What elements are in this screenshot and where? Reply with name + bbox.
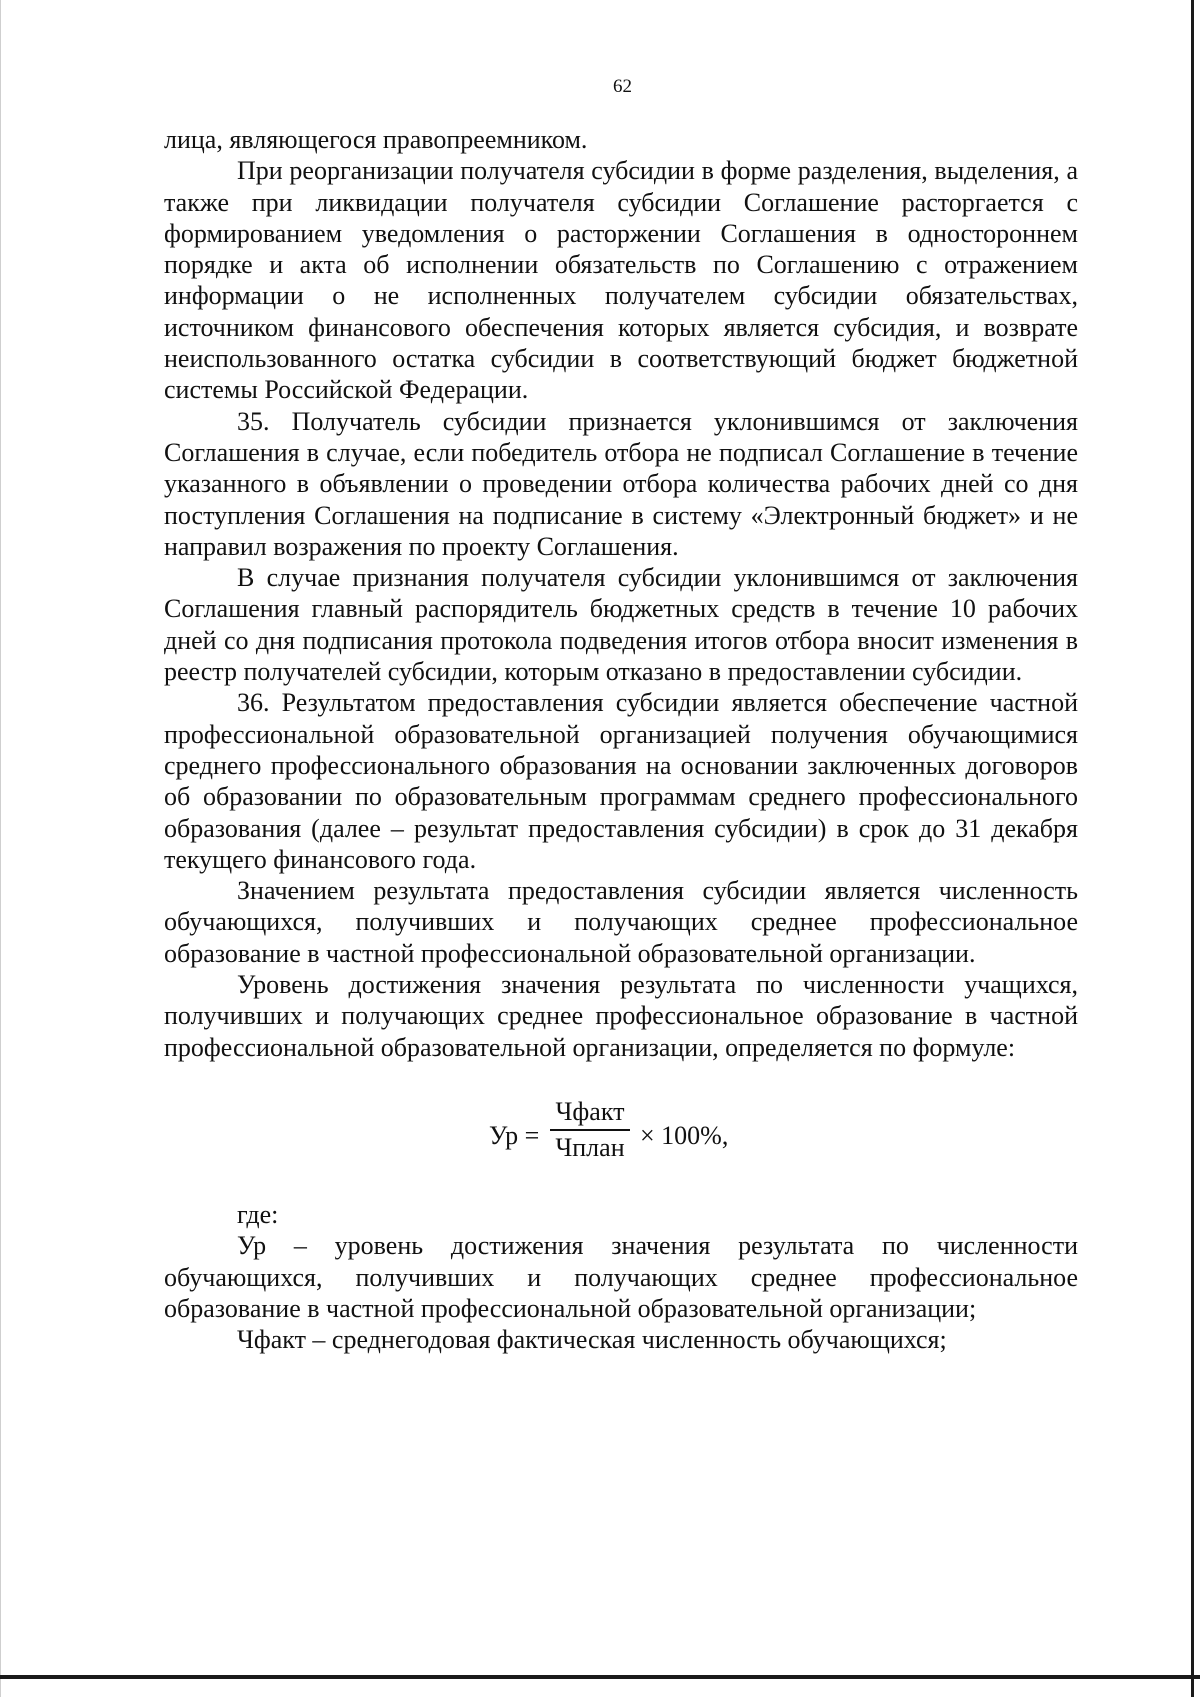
formula-rhs: × 100%,	[640, 1120, 729, 1150]
paragraph-achievement-level: Уровень достижения значения результата по численности учащихся, получивших и получающих среднее профессиональное образование в частной профессиональной образовательной организации, определяется по формуле:	[164, 970, 1078, 1062]
definition-level: Ур – уровень достижения значения результата по численности обучающихся, получивших и получающих среднее профессиональное образование в частной профессиональной образовательной организации;	[164, 1231, 1078, 1323]
formula-denominator: Чплан	[555, 1132, 625, 1162]
scan-edge-bottom	[0, 1675, 1200, 1679]
paragraph-reorganization: При реорганизации получателя субсидии в форме разделения, выделения, а также при ликвидации получателя субсидии Соглашение расторгается с формированием уведомления о расторжении Соглашения в одностороннем порядке и акта об исполнении обязательств по Соглашению с отражением информации о не исполненных получателем субсидии обязательствах, источником финансового обеспечения которых является субсидия, и возврате неиспользованного остатка субсидии в соответствующий бюджет бюджетной системы Российской Федерации.	[164, 156, 1078, 405]
where-label: где:	[237, 1199, 279, 1229]
scan-edge-left	[0, 0, 1, 1697]
formula-fraction	[550, 1097, 630, 1163]
paragraph-evasion-case: В случае признания получателя субсидии уклонившимся от заключения Соглашения главный распорядитель бюджетных средств в течение 10 рабочих дней со дня подписания протокола подведения итогов отбора вносит изменения в реестр получателей субсидии, которым отказано в предоставлении субсидии.	[164, 563, 1078, 687]
page-number: 62	[613, 76, 632, 97]
formula	[164, 1079, 1078, 1199]
paragraph-result-value: Значением результата предоставления субсидии является численность обучающихся, получивших и получающих среднее профессиональное образование в частной профессиональной образовательной организации.	[164, 876, 1078, 968]
paragraph-item-35: 35. Получатель субсидии признается уклонившимся от заключения Соглашения в случае, если победитель отбора не подписал Соглашение в течение указанного в объявлении о проведении отбора количества рабочих дней со дня поступления Соглашения на подписание в систему «Электронный бюджет» и не направил возражения по проекту Соглашения.	[164, 406, 1078, 561]
document-body	[164, 124, 1078, 1355]
paragraph-continuation: лица, являющегося правопреемником.	[164, 125, 588, 154]
scan-edge-right	[1191, 0, 1194, 1697]
formula-numerator: Чфакт	[550, 1097, 630, 1131]
definition-fact: Чфакт – среднегодовая фактическая численность обучающихся;	[237, 1325, 947, 1355]
paragraph-item-36: 36. Результатом предоставления субсидии является обеспечение частной профессиональной образовательной организацией получения обучающимися среднего профессионального образования на основании заключенных договоров об образовании по образовательным программам среднего профессионального образования (далее – результат предоставления субсидии) в срок до 31 декабря текущего финансового года.	[164, 688, 1078, 874]
formula-lhs: Ур =	[489, 1120, 540, 1150]
